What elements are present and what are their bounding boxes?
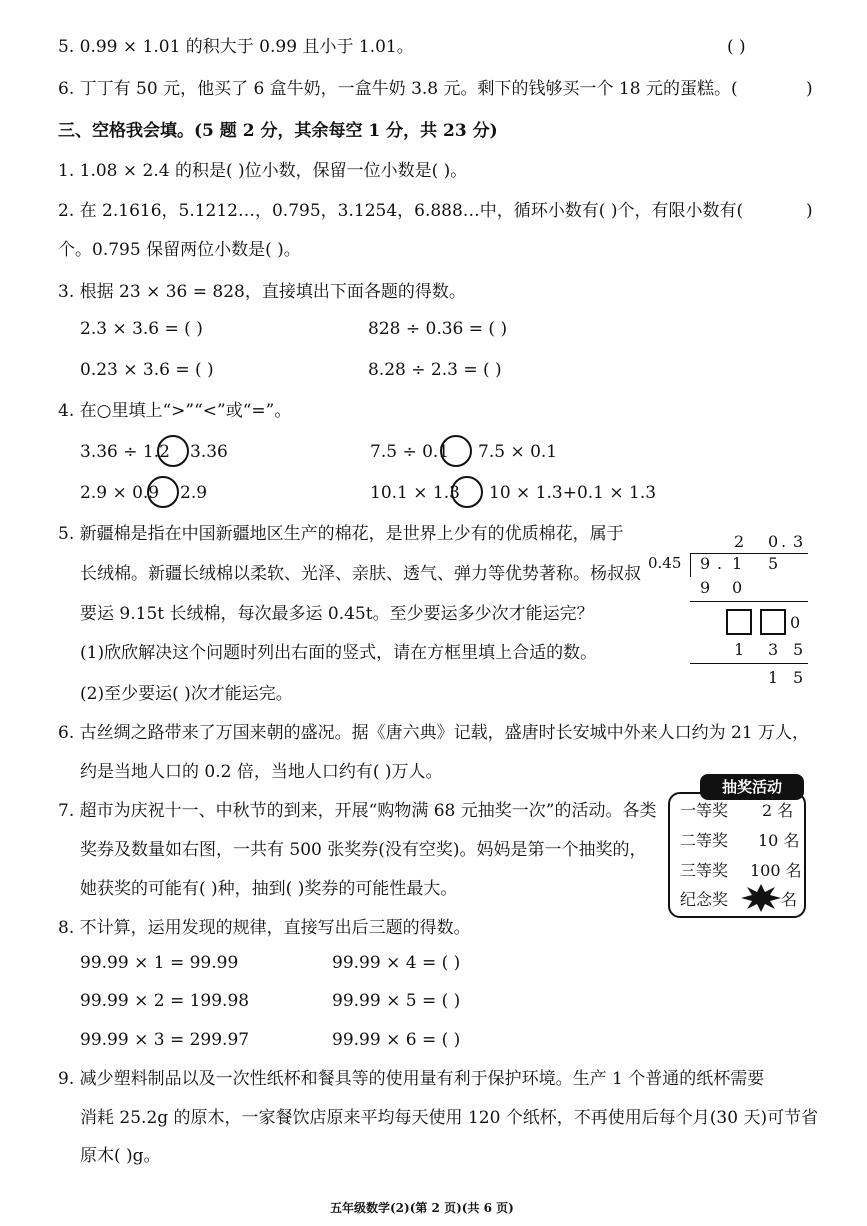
question-3: 3. 根据 23 × 36 = 828，直接填出下面各题的得数。 — [58, 282, 466, 302]
q4-b-right: 7.5 × 0.1 — [478, 442, 558, 462]
q4-a-right: 3.36 — [190, 442, 228, 462]
product-digit: 9 — [700, 578, 711, 597]
question-5-line5: (2)至少要运( )次才能运完。 — [80, 684, 293, 704]
q4-c-right: 2.9 — [180, 483, 208, 503]
question-5-line1: 5. 新疆棉是指在中国新疆地区生产的棉花，是世界上少有的优质棉花，属于 — [58, 524, 624, 544]
answer-blank-close[interactable]: ) — [806, 201, 813, 221]
question-6-prev: 6. 丁丁有 50 元，他买了 6 盒牛奶，一盒牛奶 3.8 元。剩下的钱够买一个 18 元的蛋糕。( — [58, 79, 738, 99]
dividend-point: . — [717, 554, 723, 573]
product-digit: 5 — [793, 640, 804, 659]
question-6-line2: 约是当地人口的 0.2 倍，当地人口约有( )万人。 — [80, 762, 443, 782]
page-footer: 五年级数学(2)(第 2 页)(共 6 页) — [330, 1201, 514, 1215]
q3-item-c: 0.23 × 3.6 = ( ) — [80, 360, 214, 380]
question-9-line3: 原木( )g。 — [80, 1146, 161, 1166]
question-5-line2: 长绒棉。新疆长绒棉以柔软、光泽、亲肤、透气、弹力等优势著称。杨叔叔 — [80, 564, 641, 584]
division-bracket — [690, 553, 691, 577]
product-digit: 3 — [768, 640, 779, 659]
prize-count: 名 — [781, 890, 798, 909]
question-2-line1: 2. 在 2.1616，5.1212…，0.795，3.1254，6.888…中，循环小数有( )个，有限小数有( — [58, 201, 744, 221]
prize-count: 2 名 — [762, 801, 794, 820]
compare-circle[interactable] — [440, 435, 472, 467]
compare-circle[interactable] — [157, 435, 189, 467]
quotient-point: . — [781, 532, 787, 551]
quotient-digit: 0 — [768, 532, 779, 551]
product-digit: 0 — [732, 578, 743, 597]
q8-answer-5: 99.99 × 5 = ( ) — [332, 991, 461, 1011]
remainder-digit: 0 — [790, 613, 801, 632]
q4-d-right: 10 × 1.3+0.1 × 1.3 — [489, 483, 657, 503]
answer-box[interactable] — [760, 609, 786, 635]
question-7-line1: 7. 超市为庆祝十一、中秋节的到来，开展“购物满 68 元抽奖一次”的活动。各类 — [58, 801, 657, 821]
quotient-digit: 2 — [734, 532, 745, 551]
dividend-digit: 1 — [732, 554, 743, 573]
prize-name: 一等奖 — [680, 801, 729, 820]
q3-item-a: 2.3 × 3.6 = ( ) — [80, 319, 203, 339]
prize-count: 10 名 — [758, 831, 800, 850]
quotient-digit: 3 — [793, 532, 804, 551]
prize-name: 纪念奖 — [680, 890, 729, 909]
remainder-digit: 1 — [768, 668, 779, 687]
prize-title: 抽奖活动 — [700, 774, 804, 800]
question-5-line3: 要运 9.15t 长绒棉，每次最多运 0.45t。至少要运多少次才能运完？ — [80, 604, 594, 624]
question-5-line4: (1)欣欣解决这个问题时列出右面的竖式，请在方框里填上合适的数。 — [80, 643, 598, 663]
question-9-line1: 9. 减少塑料制品以及一次性纸杯和餐具等的使用量有利于保护环境。生产 1 个普通的纸杯需要 — [58, 1069, 765, 1089]
q8-given-2: 99.99 × 2 = 199.98 — [80, 991, 250, 1011]
dividend-digit: 9 — [700, 554, 711, 573]
compare-circle[interactable] — [451, 476, 483, 508]
product-digit: 1 — [734, 640, 745, 659]
question-9-line2: 消耗 25.2g 的原木，一家餐饮店原来平均每天使用 120 个纸杯，不再使用后每个月(30 天)可节省 — [80, 1108, 819, 1128]
q8-answer-4: 99.99 × 4 = ( ) — [332, 953, 461, 973]
question-2-line2: 个。0.795 保留两位小数是( )。 — [58, 240, 301, 260]
q8-answer-6: 99.99 × 6 = ( ) — [332, 1030, 461, 1050]
remainder-digit: 5 — [793, 668, 804, 687]
answer-blank-close[interactable]: ) — [806, 79, 813, 99]
subtraction-line — [690, 601, 808, 602]
answer-blank[interactable]: ( ) — [727, 37, 746, 57]
compare-circle[interactable] — [147, 476, 179, 508]
q8-given-3: 99.99 × 3 = 299.97 — [80, 1030, 250, 1050]
q3-item-b: 828 ÷ 0.36 = ( ) — [368, 319, 508, 339]
question-6-line1: 6. 古丝绸之路带来了万国来朝的盛况。据《唐六典》记载，盛唐时长安城中外来人口约为 21 万人， — [58, 723, 810, 743]
prize-count: 100 名 — [750, 861, 802, 880]
ink-blot-icon — [741, 884, 781, 912]
q4-b-left: 7.5 ÷ 0.1 — [370, 442, 450, 462]
q4-c-left: 2.9 × 0.9 — [80, 483, 160, 503]
prize-name: 二等奖 — [680, 831, 729, 850]
q8-given-1: 99.99 × 1 = 99.99 — [80, 953, 239, 973]
question-7-line2: 奖券及数量如右图，一共有 500 张奖券(没有空奖)。妈妈是第一个抽奖的， — [80, 840, 647, 860]
question-8: 8. 不计算，运用发现的规律，直接写出后三题的得数。 — [58, 918, 471, 938]
divisor: 0.45 — [648, 554, 682, 572]
section-heading: 三、空格我会填。(5 题 2 分，其余每空 1 分，共 23 分) — [58, 121, 498, 141]
question-1: 1. 1.08 × 2.4 的积是( )位小数，保留一位小数是( )。 — [58, 161, 468, 181]
q4-a-left: 3.36 ÷ 1.2 — [80, 442, 170, 462]
question-4: 4. 在○里填上“>”“<”或“=”。 — [58, 401, 292, 421]
q3-item-d: 8.28 ÷ 2.3 = ( ) — [368, 360, 502, 380]
question-7-line3: 她获奖的可能有( )种，抽到( )奖券的可能性最大。 — [80, 879, 458, 899]
q4-d-left: 10.1 × 1.3 — [370, 483, 460, 503]
question-5-prev: 5. 0.99 × 1.01 的积大于 0.99 且小于 1.01。 — [58, 37, 414, 57]
answer-box[interactable] — [726, 609, 752, 635]
subtraction-line — [690, 663, 808, 664]
prize-name: 三等奖 — [680, 861, 729, 880]
dividend-digit: 5 — [768, 554, 779, 573]
